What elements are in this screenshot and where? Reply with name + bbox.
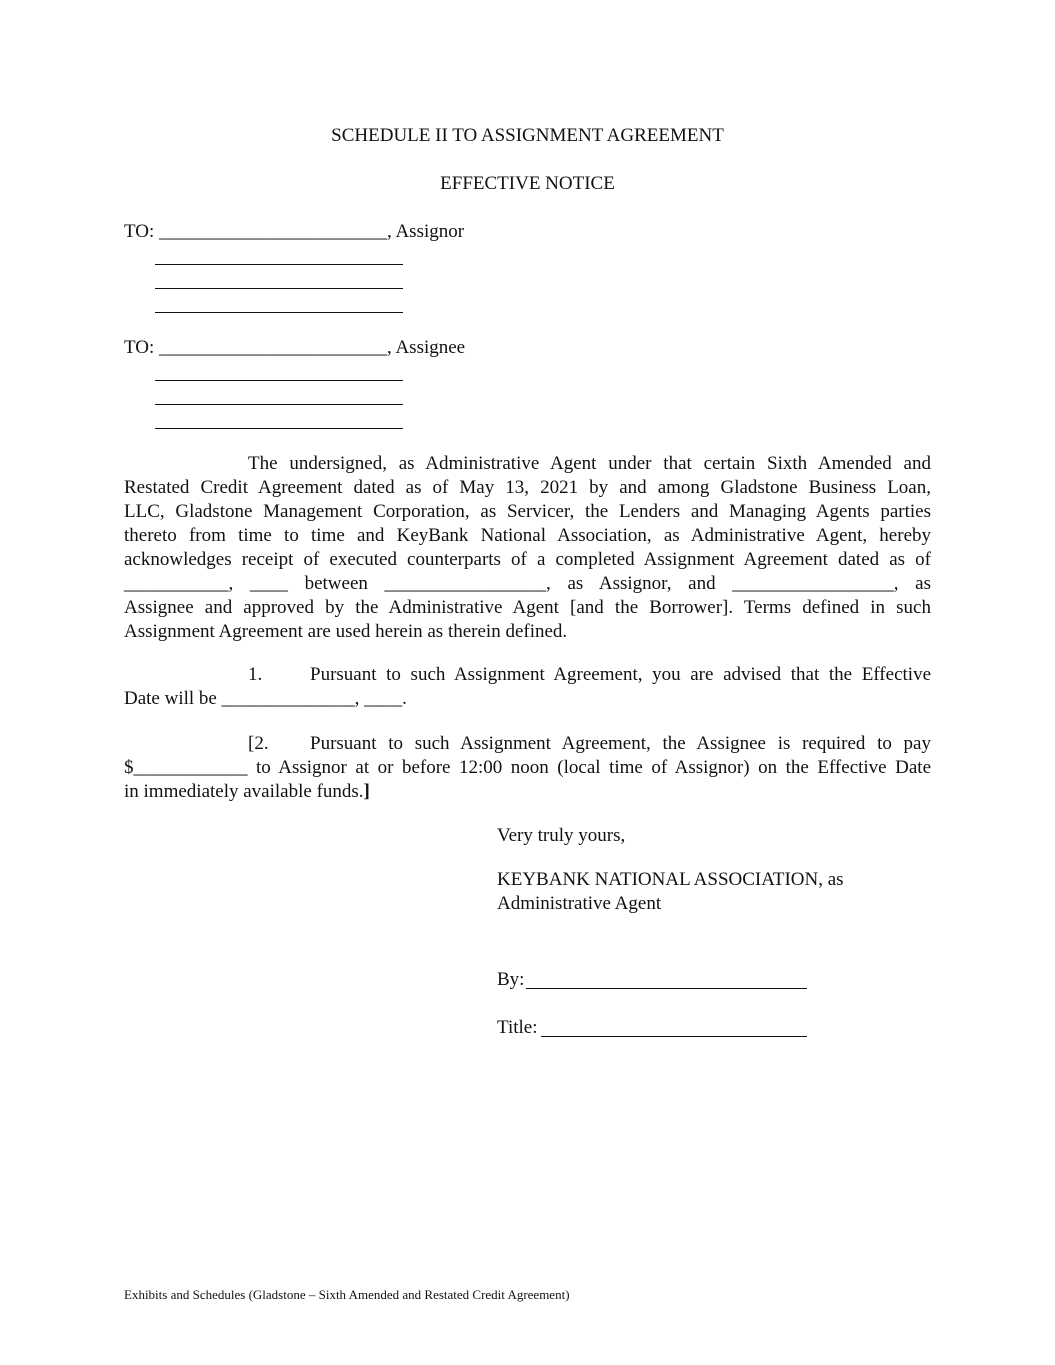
assignee-to-line: TO: ________________________, Assignee bbox=[124, 337, 466, 358]
intro-line: thereto from time to time and KeyBank National Association, as Administrative Agent, hereby bbox=[124, 525, 931, 546]
item-2-line: [2. Pursuant to such Assignment Agreement, the Assignee is required to pay bbox=[248, 733, 931, 754]
item-2-line: in immediately available funds.] bbox=[124, 781, 370, 802]
intro-line: Assignee and approved by the Administrative Agent [and the Borrower]. Terms defined in such bbox=[124, 597, 931, 618]
assignor-address-line-1 bbox=[155, 264, 403, 265]
intro-line: acknowledges receipt of executed counterparts of a completed Assignment Agreement dated as of bbox=[124, 549, 931, 570]
title-label: Title: bbox=[497, 1017, 538, 1038]
intro-line: The undersigned, as Administrative Agent under that certain Sixth Amended and bbox=[248, 453, 931, 474]
item-2-paragraph bbox=[124, 732, 931, 804]
signatory-role: Administrative Agent bbox=[497, 893, 662, 914]
signatory-entity: KEYBANK NATIONAL ASSOCIATION, as bbox=[497, 869, 844, 890]
item-1-line: 1. Pursuant to such Assignment Agreement, you are advised that the Effective bbox=[248, 664, 931, 685]
item-1-number: 1. bbox=[248, 664, 263, 685]
schedule-title: SCHEDULE II TO ASSIGNMENT AGREEMENT bbox=[331, 125, 724, 146]
by-signature-line bbox=[526, 988, 807, 989]
intro-line: LLC, Gladstone Management Corporation, as Servicer, the Lenders and Managing Agents parties bbox=[124, 501, 931, 522]
assignor-to-line: TO: ________________________, Assignor bbox=[124, 221, 465, 242]
title-signature-line bbox=[541, 1036, 807, 1037]
assignee-address-line-3 bbox=[155, 428, 403, 429]
closing-bracket: ] bbox=[363, 781, 370, 802]
item-2-number: [2. bbox=[248, 733, 269, 754]
assignee-address-line-2 bbox=[155, 404, 403, 405]
item-1-paragraph bbox=[124, 663, 931, 711]
item-1-line: Date will be ______________, ____. bbox=[124, 688, 407, 709]
assignor-address-line-2 bbox=[155, 288, 403, 289]
intro-paragraph bbox=[124, 452, 931, 644]
assignor-address-line-3 bbox=[155, 312, 403, 313]
page-footer: Exhibits and Schedules (Gladstone – Sixth Amended and Restated Credit Agreement) bbox=[124, 1287, 570, 1302]
closing-salutation: Very truly yours, bbox=[497, 825, 626, 846]
intro-line: ___________, ____ between _________________, as Assignor, and _________________, as bbox=[124, 573, 931, 594]
by-label: By: bbox=[497, 969, 525, 990]
assignee-address-line-1 bbox=[155, 380, 403, 381]
intro-line: Assignment Agreement are used herein as therein defined. bbox=[124, 621, 568, 642]
notice-title: EFFECTIVE NOTICE bbox=[440, 173, 615, 194]
intro-line: Restated Credit Agreement dated as of May 13, 2021 by and among Gladstone Business Loan, bbox=[124, 477, 931, 498]
item-2-line: $____________ to Assignor at or before 12:00 noon (local time of Assignor) on the Effective Date bbox=[124, 757, 931, 778]
